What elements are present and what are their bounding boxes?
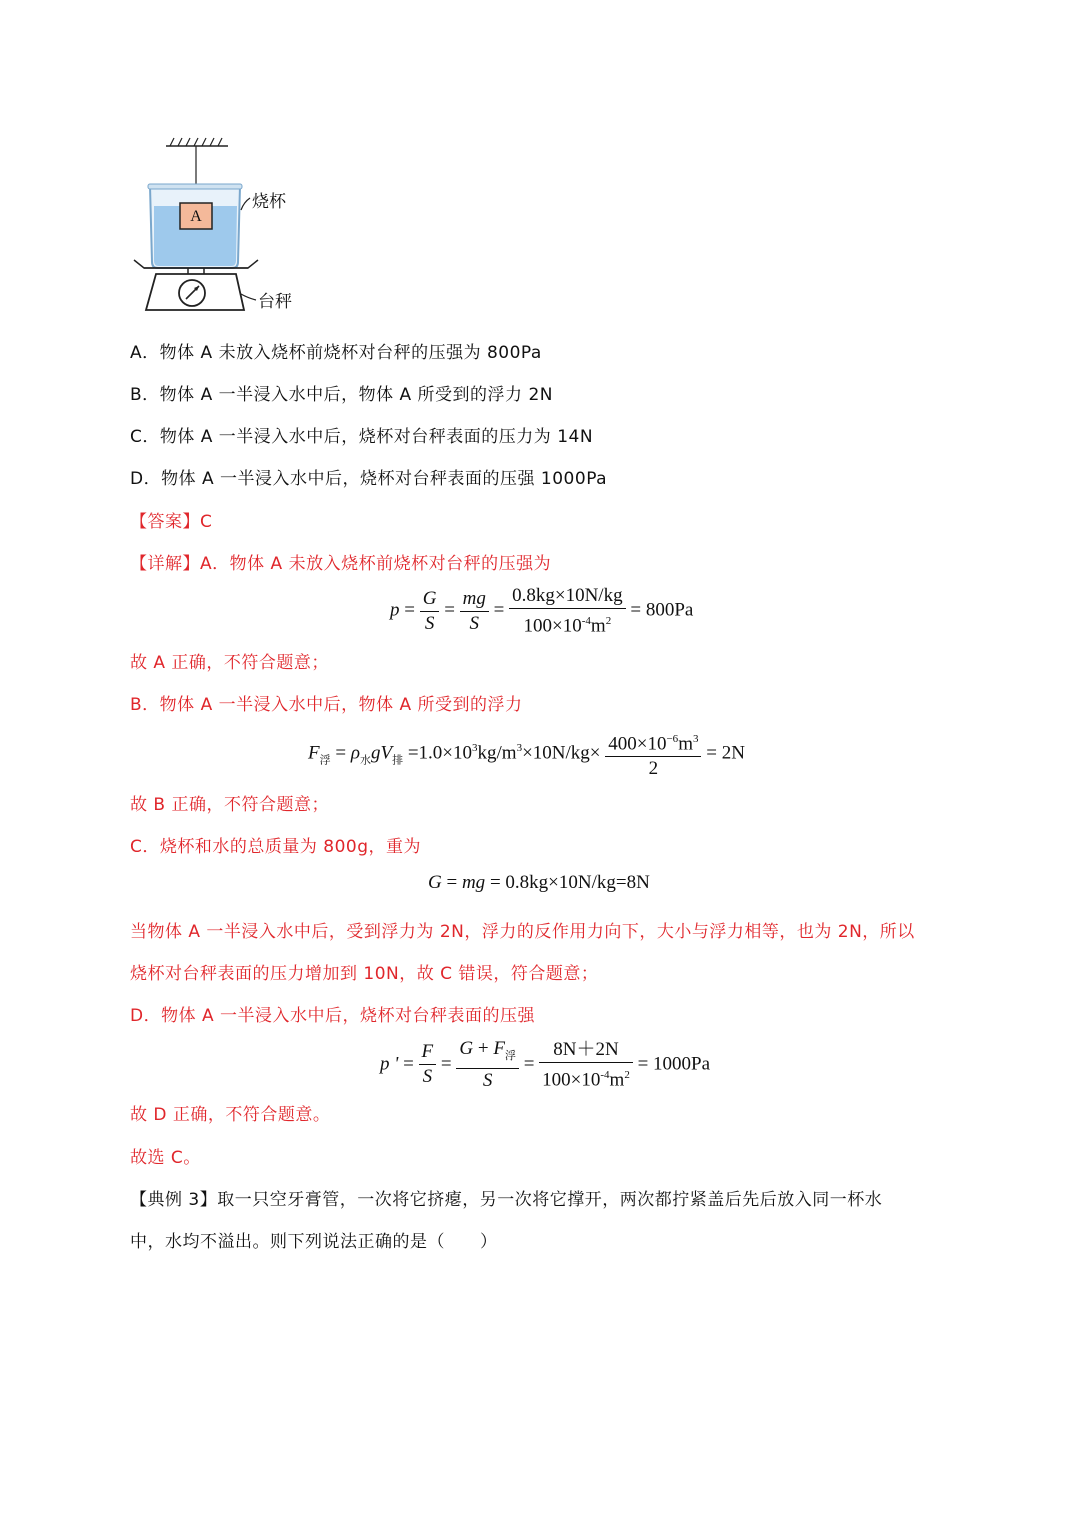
beaker-scale-figure [128, 128, 318, 318]
final-answer: 故选 C。 [130, 1148, 201, 1168]
explain-b-conclusion: 故 B 正确，不符合题意； [130, 795, 329, 815]
scale-label: 台秤 [258, 292, 292, 312]
explain-d-conclusion: 故 D 正确，不符合题意。 [130, 1105, 331, 1125]
formula-pressure-d: p ' = $\frac{F}{S}$ = $\frac{G + F_浮}{S}$ = $\frac{8N+2N}{100\times 10^{-4}m^2}$ = 1000Pa [380, 1038, 711, 1091]
explain-c-line1: 当物体 A 一半浸入水中后，受到浮力为 2N，浮力的反作用力向下，大小与浮力相等，也为 2N，所以 [130, 922, 915, 942]
next-question-line2: 中，水均不溢出。则下列说法正确的是（ ） [130, 1232, 498, 1252]
explain-b-intro: B．物体 A 一半浸入水中后，物体 A 所受到的浮力 [130, 695, 523, 715]
answer: 【答案】C [130, 512, 213, 532]
beaker-label: 烧杯 [252, 192, 286, 212]
formula-weight: G = mg = 0.8kg×10N/kg=8N [428, 872, 650, 893]
block-a-label: A [190, 208, 202, 225]
formula-pressure-a: p = $\frac{G}{S}$ = $\frac{mg}{S}$ = $\frac{0.8kg\times 10N/kg}{100\times 10^{-4}m^2}$ = 800Pa [390, 585, 694, 637]
explain-c-intro: C．烧杯和水的总质量为 800g，重为 [130, 837, 422, 857]
explain-a-intro: 【详解】A．物体 A 未放入烧杯前烧杯对台秤的压强为 [130, 554, 552, 574]
option-b: B．物体 A 一半浸入水中后，物体 A 所受到的浮力 2N [130, 385, 553, 405]
option-d: D．物体 A 一半浸入水中后，烧杯对台秤表面的压强 1000Pa [130, 469, 608, 489]
explain-a-conclusion: 故 A 正确，不符合题意； [130, 653, 329, 673]
explain-c-line2: 烧杯对台秤表面的压力增加到 10N，故 C 错误，符合题意； [130, 964, 599, 984]
beaker-scale-diagram [128, 128, 318, 318]
option-a: A．物体 A 未放入烧杯前烧杯对台秤的压强为 800Pa [130, 343, 542, 363]
option-c: C．物体 A 一半浸入水中后，烧杯对台秤表面的压力为 14N [130, 427, 594, 447]
formula-buoyancy: $F_浮 = \rho_水gV_排 =1.0\times 10^3kg/m^3\times 10N/kg\times$ $\frac{400\times 10^{-6}m^3}{2}$ = 2N [308, 733, 745, 780]
explain-d-intro: D．物体 A 一半浸入水中后，烧杯对台秤表面的压强 [130, 1006, 536, 1026]
next-question-line1: 【典例 3】取一只空牙膏管，一次将它挤瘪，另一次将它撑开，两次都拧紧盖后先后放入同一杯水 [130, 1190, 883, 1210]
